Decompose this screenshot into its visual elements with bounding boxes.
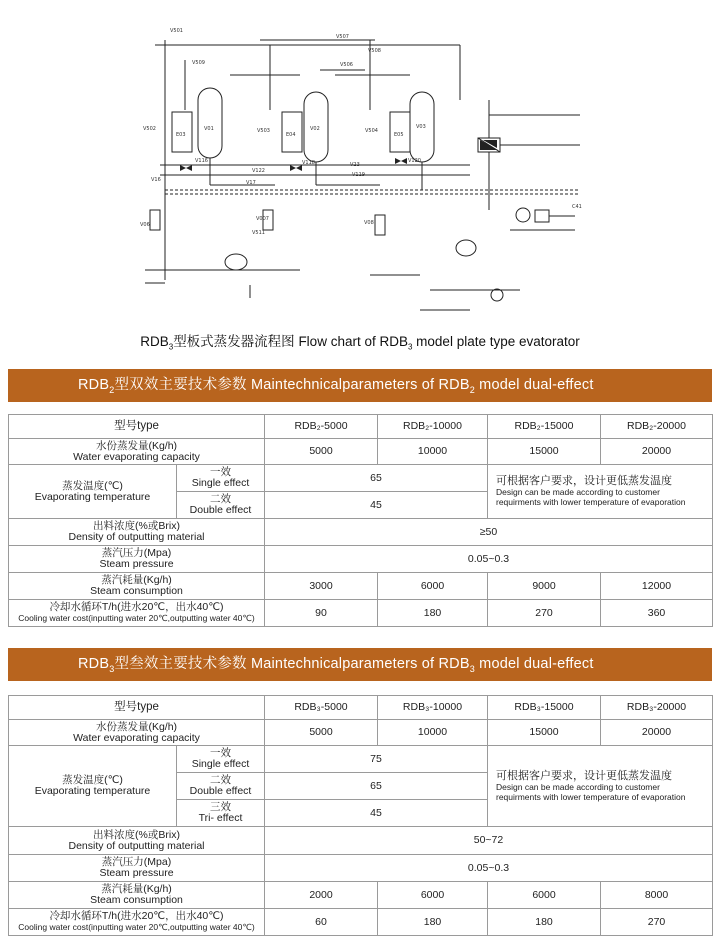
banner-text: RDB (78, 377, 110, 393)
svg-text:V508: V508 (368, 48, 381, 54)
row-label (9, 855, 265, 882)
svg-text:V119: V119 (352, 172, 365, 178)
svg-text:V007: V007 (256, 216, 269, 222)
label-cn: 出料浓度(%或Brix) (93, 520, 180, 532)
value-cell: 45 (265, 800, 488, 827)
svg-text:V502: V502 (143, 126, 156, 132)
model-cell: RDB₃-15000 (488, 696, 601, 720)
label-cn: 蒸汽压力(Mpa) (101, 547, 172, 559)
label-cn: 蒸汽压力(Mpa) (101, 856, 172, 868)
banner-sub: 2 (109, 384, 115, 395)
value-cell: 65 (265, 465, 488, 492)
label-en: Steam pressure (99, 558, 174, 570)
value-cell: 15000 (488, 720, 601, 746)
banner-text: RDB (78, 656, 110, 672)
label-en: Tri- effect (198, 812, 243, 824)
label-en: Water evaporating capacity (73, 450, 200, 463)
row-label (9, 600, 265, 627)
model-cell: RDB₃-5000 (265, 696, 378, 720)
label-en: Single effect (191, 758, 250, 770)
table1-banner (8, 369, 712, 402)
note-cell (488, 746, 713, 827)
value-cell: 50~72 (265, 827, 713, 855)
table-row (9, 439, 713, 465)
table-row (9, 827, 713, 855)
row-label (9, 827, 265, 855)
label-en: Density of outputting material (68, 531, 205, 543)
svg-text:V08: V08 (364, 220, 374, 226)
value-cell: 20000 (601, 439, 713, 465)
svg-text:V23: V23 (350, 162, 360, 168)
label-en: Evaporating temperature (34, 785, 151, 797)
note-cn: 可根据客户要求，设计更低蒸发温度 (496, 769, 672, 782)
label-en: Double effect (189, 785, 252, 797)
value-cell: 20000 (601, 720, 713, 746)
header-label: 型号type (9, 696, 265, 720)
value-cell: 3000 (265, 573, 378, 600)
label-cn: 一效 (210, 466, 231, 478)
svg-text:V01: V01 (204, 126, 214, 132)
label-en: Evaporating temperature (34, 490, 151, 503)
label-cn: 蒸发温度(℃) (62, 479, 123, 492)
sub-label (177, 492, 265, 519)
svg-text:V504: V504 (365, 128, 378, 134)
label-en: Steam pressure (99, 867, 174, 879)
table-row (9, 465, 713, 492)
banner-text: model dual-effect (474, 377, 594, 393)
value-cell: 180 (378, 909, 488, 936)
table1-spec-table (8, 414, 713, 627)
model-cell: RDB₂-20000 (601, 415, 713, 439)
note-en: requirments with lower temperature of evaporation (496, 497, 686, 507)
banner-text: model dual-effect (474, 656, 594, 672)
table-row (9, 882, 713, 909)
label-cn: 蒸汽耗量(Kg/h) (101, 883, 172, 895)
table-row (9, 600, 713, 627)
svg-text:E04: E04 (286, 132, 296, 138)
value-cell: 2000 (265, 882, 378, 909)
label-cn: 冷却水循环T/h(进水20℃，出水40℃) (49, 601, 224, 613)
sub-label (177, 746, 265, 773)
caption-part: 型板式蒸发器流程图 Flow chart of RDB (173, 334, 408, 349)
label-en: Steam consumption (90, 894, 183, 906)
table2-banner (8, 648, 712, 681)
svg-text:C41: C41 (572, 204, 582, 210)
banner-sub: 2 (469, 384, 475, 395)
svg-text:V02: V02 (310, 126, 320, 132)
caption-part: RDB (140, 334, 169, 349)
svg-text:V501: V501 (170, 28, 183, 34)
svg-text:V503: V503 (257, 128, 270, 134)
svg-text:V06: V06 (140, 222, 150, 228)
value-cell: 60 (265, 909, 378, 936)
value-cell: 9000 (488, 573, 601, 600)
svg-text:E05: E05 (394, 132, 404, 138)
value-cell: 0.05~0.3 (265, 546, 713, 573)
value-cell: 12000 (601, 573, 713, 600)
row-label (9, 465, 177, 519)
label-cn: 水份蒸发量(Kg/h) (95, 720, 178, 733)
model-cell: RDB₃-10000 (378, 696, 488, 720)
value-cell: 5000 (265, 720, 378, 746)
value-cell: 360 (601, 600, 713, 627)
value-cell: 6000 (488, 882, 601, 909)
row-label (9, 909, 265, 936)
value-cell: 0.05~0.3 (265, 855, 713, 882)
caption-part: model plate type evatorator (412, 334, 580, 349)
svg-text:V116: V116 (195, 158, 208, 164)
caption-sub: 3 (168, 342, 174, 352)
table-row (9, 855, 713, 882)
label-en: Water evaporating capacity (73, 731, 200, 744)
label-en: Double effect (189, 504, 252, 516)
row-label (9, 882, 265, 909)
value-cell: 75 (265, 746, 488, 773)
table-row (9, 519, 713, 546)
model-cell: RDB₃-20000 (601, 696, 713, 720)
model-cell: RDB₂-10000 (378, 415, 488, 439)
svg-text:V507: V507 (336, 34, 349, 40)
value-cell: 270 (601, 909, 713, 936)
table-row (9, 746, 713, 773)
note-en: Design can be made according to customer (496, 781, 660, 792)
value-cell: 8000 (601, 882, 713, 909)
label-en: Cooling water cost(inputting water 20℃,outputting water 40℃) (18, 613, 255, 623)
table-row (9, 696, 713, 720)
label-cn: 一效 (210, 747, 231, 759)
svg-text:V506: V506 (340, 62, 353, 68)
value-cell: 45 (265, 492, 488, 519)
value-cell: 180 (378, 600, 488, 627)
value-cell: 180 (488, 909, 601, 936)
svg-text:V122: V122 (252, 168, 265, 174)
value-cell: 90 (265, 600, 378, 627)
banner-sub: 3 (109, 663, 115, 674)
row-label (9, 546, 265, 573)
svg-text:V509: V509 (192, 60, 205, 66)
note-en: Design can be made according to customer (496, 487, 660, 497)
label-cn: 冷却水循环T/h(进水20℃，出水40℃) (49, 910, 224, 922)
table-row (9, 415, 713, 439)
row-label (9, 720, 265, 746)
label-en: Single effect (191, 477, 250, 489)
value-cell: 6000 (378, 882, 488, 909)
caption-sub: 3 (407, 342, 413, 352)
sub-label (177, 465, 265, 492)
svg-text:V03: V03 (416, 124, 426, 130)
svg-text:V118: V118 (302, 160, 315, 166)
svg-text:V17: V17 (246, 180, 256, 186)
svg-text:E03: E03 (176, 132, 186, 138)
table-row (9, 720, 713, 746)
label-cn: 蒸汽耗量(Kg/h) (101, 574, 172, 586)
value-cell: 270 (488, 600, 601, 627)
value-cell: 10000 (378, 720, 488, 746)
value-cell: ≥50 (265, 519, 713, 546)
model-cell: RDB₂-5000 (265, 415, 378, 439)
table-row (9, 573, 713, 600)
svg-text:V16: V16 (151, 177, 161, 183)
table2-spec-table (8, 695, 713, 936)
banner-sub: 3 (469, 663, 475, 674)
label-en: Cooling water cost(inputting water 20℃,outputting water 40℃) (18, 922, 255, 932)
label-cn: 蒸发温度(℃) (62, 774, 123, 786)
note-cell (488, 465, 713, 519)
label-en: Density of outputting material (68, 839, 205, 852)
row-label (9, 519, 265, 546)
row-label (9, 439, 265, 465)
value-cell: 6000 (378, 573, 488, 600)
label-cn: 水份蒸发量(Kg/h) (95, 439, 178, 452)
row-label (9, 573, 265, 600)
banner-text: 型双效主要技术参数 Maintechnicalparameters of RDB (114, 377, 470, 393)
row-label (9, 746, 177, 827)
label-cn: 二效 (210, 493, 231, 505)
value-cell: 5000 (265, 439, 378, 465)
label-cn: 二效 (210, 774, 231, 786)
value-cell: 65 (265, 773, 488, 800)
banner-text: 型叁效主要技术参数 Maintechnicalparameters of RDB (114, 656, 470, 672)
value-cell: 15000 (488, 439, 601, 465)
value-cell: 10000 (378, 439, 488, 465)
model-cell: RDB₂-15000 (488, 415, 601, 439)
flow-chart-caption (0, 330, 720, 352)
note-en: requirments with lower temperature of evaporation (496, 791, 686, 802)
note-cn: 可根据客户要求，设计更低蒸发温度 (496, 475, 672, 487)
svg-text:V511: V511 (252, 230, 265, 236)
sub-label (177, 800, 265, 827)
svg-text:V120: V120 (408, 158, 421, 164)
header-label: 型号type (9, 415, 265, 439)
table-row (9, 909, 713, 936)
sub-label (177, 773, 265, 800)
label-cn: 出料浓度(%或Brix) (93, 828, 180, 841)
flow-chart-diagram (0, 0, 720, 330)
label-en: Steam consumption (90, 585, 183, 597)
label-cn: 三效 (210, 801, 231, 813)
table-row (9, 546, 713, 573)
